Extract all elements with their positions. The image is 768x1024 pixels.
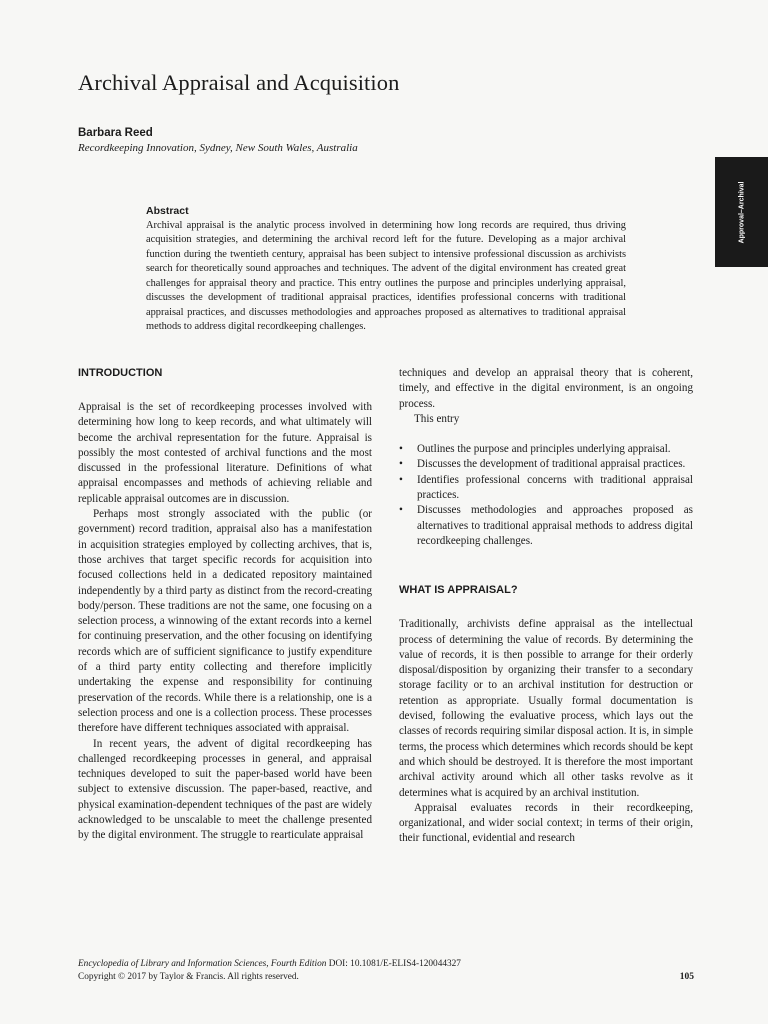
bullet-icon: • (399, 504, 403, 517)
intro-paragraph: In recent years, the advent of digital recordkeeping has challenged recordkeeping processes in general, and appraisal techniques developed to suit the paper-based world have been subject to extensive discussion. The paper-based, reactive, and physical examination-dependent techniques of the past are widely acknowledged to be unscalable to meet the challenge presented by the digital environment. The struggle to rearticulate appraisal (78, 737, 372, 842)
doi-text: DOI: 10.1081/E-ELIS4-120044327 (328, 959, 461, 969)
page-footer (78, 958, 694, 983)
page-title: Archival Appraisal and Acquisition (78, 70, 400, 95)
bullet-icon: • (399, 473, 403, 486)
citation-line (78, 958, 694, 971)
list-item-text: Discusses methodologies and approaches proposed as alternatives to traditional appraisal methods to address digital recordkeeping challenges. (417, 504, 693, 547)
bullet-icon: • (399, 458, 403, 471)
abstract-text: Archival appraisal is the analytic process involved in determining how long records are required, thus driving acquisition strategies, and determining the archival record left for the future. Developing as a major archival function during the twentieth century, appraisal has been subject to intensive professional discussion as archivists search for theoretically sound approaches and techniques. The advent of the digital environment has created great challenges for appraisal theory and practice. This entry outlines the purpose and principles underlying appraisal, discusses the development of traditional appraisal practices, identifies professional concerns with traditional appraisal practices, and discusses methodologies and approaches proposed as alternatives to traditional appraisal methods to address digital recordkeeping challenges. (146, 220, 626, 333)
what-is-appraisal-heading: WHAT IS APPRAISAL? (399, 584, 518, 597)
publication-title: Encyclopedia of Library and Information Sciences, Fourth Edition (78, 959, 327, 969)
author-name: Barbara Reed (78, 127, 153, 139)
section-thumb-tab (715, 157, 768, 267)
left-column (78, 366, 372, 844)
appraisal-paragraph: Traditionally, archivists define appraisal as the intellectual process of determining the value of records. By determining the value of records, it is then possible to arrange for their orderly disposal/disposition by organizing their transfer to a secondary storage facility or to an archival institution for destruction or retention as appropriate. Usually formal documentation is devised, following the evaluative process, which lays out the classes of records requiring similar disposal action. It is, in simple terms, the process which determines which records should be kept and which should be destroyed. It is therefore the most important archival activity around which all other tasks revolve as it determines what is acquired by an archival institution. (399, 618, 693, 799)
this-entry-text: This entry (414, 412, 460, 425)
bullet-icon: • (399, 443, 403, 456)
list-item (399, 442, 693, 457)
abstract (146, 205, 626, 335)
introduction-heading: INTRODUCTION (78, 367, 163, 379)
thumb-tab-label: Approval–Archival (738, 181, 746, 243)
right-column (399, 366, 693, 847)
list-item-text: Outlines the purpose and principles underlying appraisal. (417, 443, 671, 456)
copyright-text: Copyright © 2017 by Taylor & Francis. All rights reserved. (78, 971, 299, 982)
list-item-text: Discusses the development of traditional appraisal practices. (417, 458, 686, 471)
author-affiliation: Recordkeeping Innovation, Sydney, New South Wales, Australia (78, 142, 358, 154)
intro-paragraph: Perhaps most strongly associated with the public (or government) record tradition, appraisal also has a manifestation in acquisition strategies employed by collecting archives, that is, those archives that target specific records for acquisition into focused collections held in a dedicated repository maintained independently by a third party as distinct from the record-creating body/person. These traditions are not the same, one focusing on a selection process, a winnowing of the extant records into a kernel for continuing preservation, and the other focusing on identifying records which are of sufficient significance to justify expenditure of a third party entity collecting and therefore implicitly undertaking the expense and responsibility for continuing preservation of the records. While there is a relationship, one is a selection process and one is a collection process. These processes therefore have different techniques associated with appraisal. (78, 508, 372, 735)
intro-paragraph: Appraisal is the set of recordkeeping processes involved with determining how long to keep records, and what ultimately will become the archival representation for the future. Appraisal is possibly the most contested of archival functions and the most discussed in the professional literature. Definitions of what appraisal encompasses and methods of achieving reliable and replicable appraisal outcomes are in discussion. (78, 401, 372, 505)
list-item (399, 457, 693, 472)
page-number: 105 (679, 971, 694, 982)
abstract-heading: Abstract (146, 205, 189, 217)
list-item (399, 473, 693, 504)
appraisal-paragraph: Appraisal evaluates records in their recordkeeping, organizational, and wider social context; in terms of their origin, their functional, evidential and research (399, 801, 693, 845)
list-item-text: Identifies professional concerns with traditional appraisal practices. (417, 473, 693, 502)
entry-outline-list (399, 442, 693, 549)
list-item (399, 503, 693, 549)
continuation-paragraph: techniques and develop an appraisal theory that is coherent, timely, and effective in the digital environment, is an ongoing process. (399, 367, 693, 410)
